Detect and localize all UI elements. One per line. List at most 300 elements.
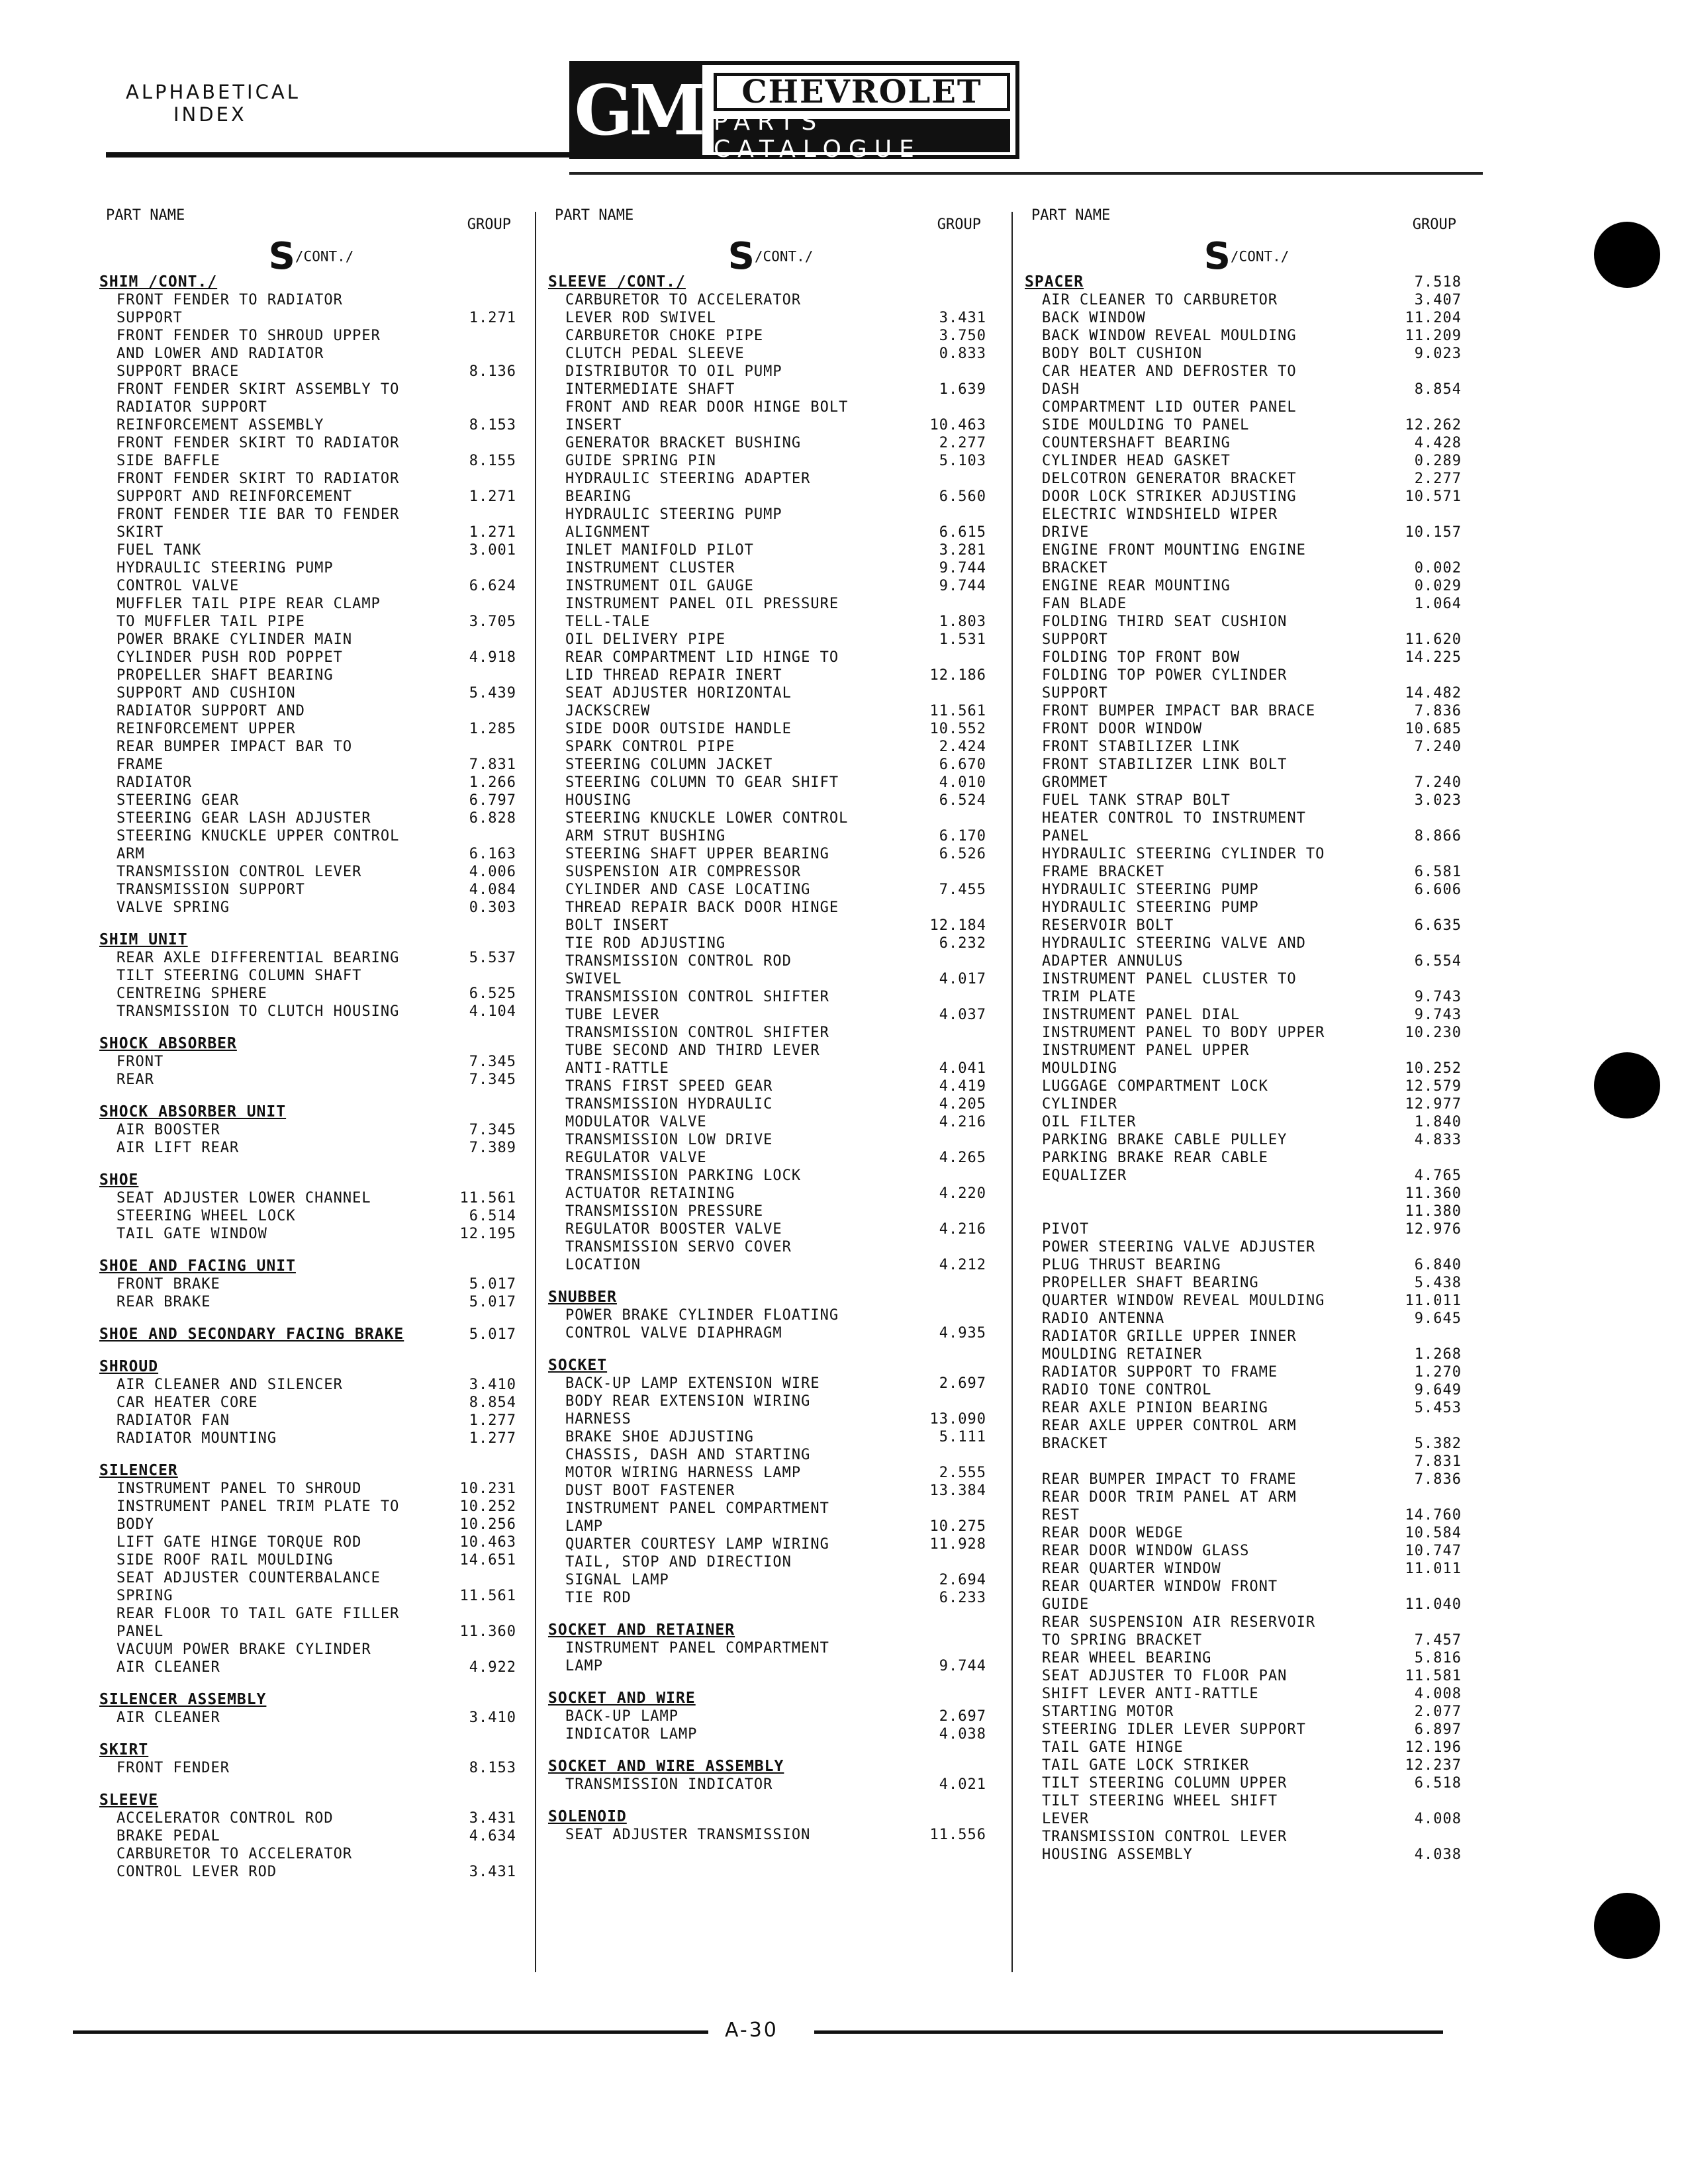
entry-part-name: FRONT FENDER TO RADIATOR SUPPORT (117, 292, 343, 326)
section-letter (1025, 235, 1468, 278)
entry-group-number: 11.561 (459, 1588, 516, 1604)
entry-group-number: 2.277 (939, 435, 986, 451)
index-entry (99, 1430, 523, 1447)
entry-group-number: 1.271 (469, 524, 516, 541)
index-entry (548, 452, 993, 470)
entry-group-number: 3.281 (939, 542, 986, 559)
index-entry (99, 506, 523, 541)
entry-part-name: REAR DOOR TRIM PANEL AT ARM REST (1042, 1489, 1297, 1524)
entry-group-number: 12.195 (459, 1226, 516, 1242)
section-heading: SHIM UNIT (99, 931, 188, 948)
entry-group-number: 4.104 (469, 1003, 516, 1020)
section-letter-cont: /CONT./ (754, 248, 814, 265)
entry-part-name: TRANSMISSION CONTROL SHIFTER TUBE LEVER (565, 989, 829, 1023)
entry-group-number: 2.697 (939, 1708, 986, 1725)
entry-group-number: 11.556 (929, 1827, 986, 1843)
index-entry (1025, 702, 1468, 720)
index-entry (548, 470, 993, 506)
entry-part-name: BACK WINDOW (1042, 310, 1146, 326)
entry-part-name: TRANS FIRST SPEED GEAR (565, 1078, 773, 1095)
index-entry (1025, 1381, 1468, 1399)
index-entry (99, 1275, 523, 1293)
index-entry (1025, 309, 1468, 327)
entry-part-name: INDICATOR LAMP (565, 1726, 698, 1743)
entry-part-name: INSTRUMENT PANEL COMPARTMENT LAMP (565, 1500, 829, 1535)
entry-part-name: REAR QUARTER WINDOW (1042, 1561, 1221, 1577)
index-entry (99, 1480, 523, 1498)
index-entry (548, 363, 993, 398)
index-entry (1025, 291, 1468, 309)
index-entry (548, 1535, 993, 1553)
entry-group-number: 3.410 (469, 1709, 516, 1726)
group-label: GROUP (937, 216, 981, 233)
entry-part-name: REAR QUARTER WINDOW FRONT GUIDE (1042, 1578, 1278, 1613)
entry-part-name: BODY BOLT CUSHION (1042, 345, 1203, 362)
entry-part-name: INSTRUMENT PANEL UPPER MOULDING (1042, 1042, 1250, 1077)
entry-group-number: 9.744 (939, 578, 986, 594)
index-entry (1025, 470, 1468, 488)
section-heading-row (548, 1357, 993, 1375)
logo-brand: CHEVROLET (714, 73, 1010, 111)
index-entry (1025, 452, 1468, 470)
index-entry (548, 291, 993, 327)
entry-group-number: 10.157 (1405, 524, 1462, 541)
entry-part-name: INSTRUMENT PANEL TO BODY UPPER (1042, 1024, 1325, 1041)
index-entry (1025, 1399, 1468, 1417)
index-entry (548, 1203, 993, 1238)
entry-group-number: 4.017 (939, 971, 986, 987)
entry-group-number: 4.212 (939, 1257, 986, 1273)
entry-part-name: INLET MANIFOLD PILOT (565, 542, 754, 559)
index-entry (99, 792, 523, 809)
section-heading: SPACER (1025, 273, 1084, 291)
index-entry (1025, 1524, 1468, 1542)
index-entry (1025, 613, 1468, 649)
index-entry (1025, 595, 1468, 613)
section-heading: SOCKET AND RETAINER (548, 1621, 735, 1639)
section-heading-row (99, 1326, 523, 1343)
index-entry (548, 631, 993, 649)
entry-part-name: POWER BRAKE CYLINDER MAIN CYLINDER PUSH ROD POPPET (117, 631, 353, 666)
entry-part-name: CAR HEATER CORE (117, 1394, 258, 1411)
index-entry (1025, 1667, 1468, 1685)
entry-group-number: 3.431 (469, 1864, 516, 1880)
entry-group-number: 10.252 (1405, 1060, 1462, 1077)
index-entry (548, 684, 993, 720)
index-entry (99, 1569, 523, 1605)
entry-part-name: AIR BOOSTER (117, 1122, 220, 1138)
entry-part-name: STEERING IDLER LEVER SUPPORT (1042, 1721, 1306, 1738)
index-entry (99, 1498, 523, 1533)
index-entry (1025, 327, 1468, 345)
section-heading: SNUBBER (548, 1289, 617, 1306)
entry-group-number: 8.854 (1414, 381, 1462, 398)
entry-group-number: 4.265 (939, 1150, 986, 1166)
entry-part-name: FUEL TANK STRAP BOLT (1042, 792, 1231, 809)
entry-part-name: REAR FLOOR TO TAIL GATE FILLER PANEL (117, 1606, 400, 1640)
index-entry (548, 1725, 993, 1743)
index-entry (548, 845, 993, 863)
index-section (548, 1357, 993, 1607)
entry-part-name: SEAT ADJUSTER TO FLOOR PAN (1042, 1668, 1288, 1684)
column-header (548, 202, 993, 235)
index-entry (1025, 1042, 1468, 1077)
entry-part-name: INSTRUMENT PANEL CLUSTER TO TRIM PLATE (1042, 971, 1297, 1005)
entry-group-number: 6.163 (469, 846, 516, 862)
entry-part-name: TRANSMISSION SERVO COVER LOCATION (565, 1239, 792, 1273)
entry-part-name: REAR COMPARTMENT LID HINGE TO LID THREAD REPAIR INERT (565, 649, 839, 684)
entry-group-number: 7.831 7.836 (1414, 1453, 1462, 1488)
entry-group-number: 9.649 (1414, 1382, 1462, 1398)
entry-part-name: VACUUM POWER BRAKE CYLINDER AIR CLEANER (117, 1641, 371, 1676)
entry-group-number: 6.624 (469, 578, 516, 594)
index-entry (99, 1189, 523, 1207)
section-heading: SILENCER ASSEMBLY (99, 1691, 267, 1708)
entry-group-number: 12.184 (929, 917, 986, 934)
entry-part-name: FRONT (117, 1054, 164, 1070)
index-section (99, 1358, 523, 1447)
index-entry (548, 1167, 993, 1203)
section-letter-cont: /CONT./ (1230, 248, 1289, 265)
index-entry (1025, 1614, 1468, 1649)
entry-group-number: 14.651 (459, 1552, 516, 1569)
index-entry (1025, 1113, 1468, 1131)
entry-part-name: STEERING GEAR LASH ADJUSTER (117, 810, 371, 827)
entry-group-number: 10.747 (1405, 1543, 1462, 1559)
entry-part-name: SPARK CONTROL PIPE (565, 739, 735, 755)
column-divider-2 (1011, 212, 1013, 1972)
index-entry (548, 720, 993, 738)
entry-part-name: SEAT ADJUSTER LOWER CHANNEL (117, 1190, 371, 1206)
index-entry (99, 1845, 523, 1881)
index-entry (99, 702, 523, 738)
entry-part-name: INSTRUMENT CLUSTER (565, 560, 735, 576)
index-entry (1025, 1828, 1468, 1864)
index-entry (1025, 1739, 1468, 1756)
entry-group-number: 4.037 (939, 1007, 986, 1023)
entry-part-name: VALVE SPRING (117, 899, 230, 916)
entry-group-number: 10.275 (929, 1518, 986, 1535)
index-entry (99, 1827, 523, 1845)
entry-group-number: 14.225 (1405, 649, 1462, 666)
entry-group-number: 6.897 (1414, 1721, 1462, 1738)
section-heading-row (99, 1358, 523, 1376)
entry-part-name: DOOR LOCK STRIKER ADJUSTING (1042, 488, 1297, 505)
entry-part-name: COUNTERSHAFT BEARING (1042, 435, 1231, 451)
entry-group-number: 9.023 (1414, 345, 1462, 362)
section-heading-row (99, 1792, 523, 1809)
entry-group-number: 5.453 (1414, 1400, 1462, 1416)
index-entry (1025, 649, 1468, 666)
index-entry (548, 1306, 993, 1342)
entry-group-number: 11.928 (929, 1536, 986, 1553)
index-entry (99, 470, 523, 506)
index-entry (99, 881, 523, 899)
index-entry (1025, 1292, 1468, 1310)
index-title-line2: INDEX (173, 103, 247, 126)
index-entry (99, 1053, 523, 1071)
entry-part-name: PARKING BRAKE CABLE PULLEY (1042, 1132, 1288, 1148)
index-entry (548, 577, 993, 595)
index-entry (99, 1121, 523, 1139)
entry-part-name: FUEL TANK (117, 542, 202, 559)
index-entry (1025, 506, 1468, 541)
index-entry (1025, 1417, 1468, 1453)
entry-part-name: BACK-UP LAMP EXTENSION WIRE (565, 1375, 820, 1392)
entry-part-name: FRONT FENDER TO SHROUD UPPER AND LOWER AND RADIATOR SUPPORT BRACE (117, 328, 381, 380)
section-heading: SLEEVE /CONT./ (548, 273, 686, 291)
entry-group-number: 0.002 (1414, 560, 1462, 576)
section-heading-row (548, 273, 993, 291)
index-entry (1025, 666, 1468, 702)
index-entry (548, 1707, 993, 1725)
entry-group-number: 11.011 (1405, 1561, 1462, 1577)
entry-group-number: 11.620 (1405, 631, 1462, 648)
entry-group-number: 7.457 (1414, 1632, 1462, 1649)
entry-part-name: AIR CLEANER (117, 1709, 220, 1726)
index-entry (99, 1533, 523, 1551)
entry-group-number: 2.277 (1414, 471, 1462, 487)
entry-part-name: REAR DOOR WEDGE (1042, 1525, 1184, 1541)
index-entry (1025, 756, 1468, 792)
entry-part-name: CARBURETOR CHOKE PIPE (565, 328, 764, 344)
section-letter-s: S (1203, 235, 1231, 278)
index-entry (1025, 1363, 1468, 1381)
entry-part-name: QUARTER WINDOW REVEAL MOULDING (1042, 1293, 1325, 1309)
entry-part-name: SEAT ADJUSTER COUNTERBALANCE SPRING (117, 1570, 381, 1604)
section-heading: SOLENOID (548, 1808, 627, 1825)
entry-part-name: FRONT BUMPER IMPACT BAR BRACE (1042, 703, 1316, 719)
entry-part-name: TAIL GATE LOCK STRIKER (1042, 1757, 1250, 1774)
index-entry (548, 1589, 993, 1607)
index-entry (1025, 363, 1468, 398)
index-entry (548, 1553, 993, 1589)
entry-group-number: 4.216 (939, 1221, 986, 1238)
section-letter-cont: /CONT./ (295, 248, 354, 265)
index-entry (1025, 345, 1468, 363)
index-title (126, 81, 301, 126)
entry-part-name: HYDRAULIC STEERING CYLINDER TO FRAME BRACKET (1042, 846, 1325, 880)
entry-group-number: 4.419 (939, 1078, 986, 1095)
entry-group-number: 1.270 (1414, 1364, 1462, 1381)
section-heading-row (548, 1690, 993, 1707)
entry-group-number: 6.581 (1414, 864, 1462, 880)
entry-part-name: PROPELLER SHAFT BEARING SUPPORT AND CUSHION (117, 667, 334, 702)
entry-group-number: 5.816 (1414, 1650, 1462, 1666)
entry-group-number: 11.561 (459, 1190, 516, 1206)
index-entry (99, 381, 523, 434)
entry-part-name: RADIO TONE CONTROL (1042, 1382, 1212, 1398)
entry-group-number: 11.360 11.380 12.976 (1405, 1185, 1462, 1238)
entry-part-name: HYDRAULIC STEERING ADAPTER BEARING (565, 471, 811, 505)
entry-group-number: 7.345 (469, 1122, 516, 1138)
entry-part-name: FRONT FENDER SKIRT TO RADIATOR SIDE BAFFLE (117, 435, 400, 469)
entry-group-number: 4.038 (1414, 1846, 1462, 1863)
entry-part-name: STEERING SHAFT UPPER BEARING (565, 846, 829, 862)
index-column-2 (548, 202, 993, 1844)
entry-part-name: SEAT ADJUSTER HORIZONTAL JACKSCREW (565, 685, 792, 719)
entry-group-number: 12.579 12.977 (1405, 1078, 1462, 1113)
index-entry (99, 899, 523, 917)
entry-group-number: 3.407 (1414, 292, 1462, 308)
index-entry (1025, 1685, 1468, 1703)
entry-group-number: 7.345 (469, 1071, 516, 1088)
entry-part-name: TILT STEERING COLUMN UPPER (1042, 1775, 1288, 1792)
entry-part-name: POWER STEERING VALVE ADJUSTER PLUG THRUST BEARING (1042, 1239, 1316, 1273)
index-entry (1025, 1006, 1468, 1024)
entry-part-name: INSTRUMENT PANEL OIL PRESSURE TELL-TALE (565, 596, 839, 630)
index-section (99, 1741, 523, 1777)
entry-group-number: 1.840 (1414, 1114, 1462, 1130)
entry-part-name: DUST BOOT FASTENER (565, 1482, 735, 1499)
group-label: GROUP (1412, 216, 1456, 233)
entry-part-name: DISTRIBUTOR TO OIL PUMP INTERMEDIATE SHAFT (565, 363, 782, 398)
entry-group-number: 6.170 (939, 828, 986, 844)
entry-part-name: QUARTER COURTESY LAMP WIRING (565, 1536, 829, 1553)
entry-group-number: 1.266 (469, 774, 516, 791)
entry-part-name: HYDRAULIC STEERING PUMP CONTROL VALVE (117, 560, 334, 594)
entry-part-name: COMPARTMENT LID OUTER PANEL SIDE MOULDING TO PANEL (1042, 399, 1297, 433)
binder-hole-bottom (1594, 1893, 1660, 1959)
index-entry (548, 1095, 993, 1131)
entry-group-number: 10.571 (1405, 488, 1462, 505)
entry-group-number: 11.360 (459, 1623, 516, 1640)
index-section (99, 1792, 523, 1881)
entry-group-number: 4.008 (1414, 1686, 1462, 1702)
index-entry (99, 1412, 523, 1430)
index-section (99, 1103, 523, 1157)
entry-part-name: REAR BUMPER IMPACT TO FRAME (1042, 1471, 1297, 1488)
index-section (548, 1289, 993, 1342)
section-heading-row (548, 1808, 993, 1826)
section-heading-row (548, 1289, 993, 1306)
entry-group-number: 10.463 (929, 417, 986, 433)
index-entry (548, 649, 993, 684)
entry-part-name: PIVOT (1042, 1221, 1090, 1238)
index-entry (1025, 934, 1468, 970)
index-column-3 (1025, 202, 1468, 1864)
column-body (548, 273, 993, 1844)
index-entry (1025, 1077, 1468, 1113)
entry-part-name: SHIFT LEVER ANTI-RATTLE (1042, 1686, 1259, 1702)
entry-part-name: AIR CLEANER TO CARBURETOR (1042, 292, 1278, 308)
index-entry (1025, 1578, 1468, 1614)
section-heading: SHROUD (99, 1358, 159, 1375)
index-entry (1025, 488, 1468, 506)
entry-part-name: REAR WHEEL BEARING (1042, 1650, 1212, 1666)
entry-group-number: 1.064 (1414, 596, 1462, 612)
index-entry (548, 1446, 993, 1482)
entry-group-number: 4.010 6.524 (939, 774, 986, 809)
entry-part-name: BODY REAR EXTENSION WIRING HARNESS (565, 1393, 811, 1428)
index-section (548, 1758, 993, 1794)
entry-part-name: LIFT GATE HINGE TORQUE ROD (117, 1534, 362, 1551)
entry-group-number: 1.531 (939, 631, 986, 648)
index-entry (99, 1225, 523, 1243)
entry-part-name: STEERING WHEEL LOCK (117, 1208, 296, 1224)
entry-group-number: 9.744 (939, 1658, 986, 1674)
entry-group-number: 2.424 (939, 739, 986, 755)
index-entry (548, 398, 993, 434)
entry-group-number: 11.204 (1405, 310, 1462, 326)
entry-group-number: 4.021 (939, 1776, 986, 1793)
entry-group-number: 10.230 (1405, 1024, 1462, 1041)
binder-hole-top (1594, 222, 1660, 288)
entry-group-number: 2.697 (939, 1375, 986, 1392)
index-entry (548, 345, 993, 363)
index-entry (99, 1376, 523, 1394)
index-entry (99, 1207, 523, 1225)
entry-part-name: RADIO ANTENNA (1042, 1310, 1165, 1327)
entry-part-name: DELCOTRON GENERATOR BRACKET (1042, 471, 1297, 487)
entry-group-number: 6.554 (1414, 953, 1462, 970)
index-entry (548, 434, 993, 452)
entry-part-name: ELECTRIC WINDSHIELD WIPER DRIVE (1042, 506, 1278, 541)
index-section (99, 273, 523, 917)
index-entry (99, 949, 523, 967)
index-entry (548, 327, 993, 345)
entry-group-number: 4.038 (939, 1726, 986, 1743)
index-section (548, 273, 993, 1274)
entry-group-number: 4.918 (469, 649, 516, 666)
index-entry (548, 1826, 993, 1844)
entry-group-number: 3.023 (1414, 792, 1462, 809)
entry-part-name: TIE ROD ADJUSTING (565, 935, 726, 952)
entry-part-name: REAR SUSPENSION AIR RESERVOIR TO SPRING BRACKET (1042, 1614, 1316, 1649)
entry-part-name: HEATER CONTROL TO INSTRUMENT PANEL (1042, 810, 1306, 844)
index-entry (1025, 1542, 1468, 1560)
entry-group-number: 4.006 (469, 864, 516, 880)
entry-group-number: 6.233 (939, 1590, 986, 1606)
index-entry (1025, 1488, 1468, 1524)
entry-group-number: 6.606 (1414, 882, 1462, 898)
section-heading: SHOE AND FACING UNIT (99, 1257, 296, 1275)
entry-part-name: TRANSMISSION INDICATOR (565, 1776, 773, 1793)
entry-part-name: FOLDING TOP POWER CYLINDER SUPPORT (1042, 667, 1288, 702)
index-entry (1025, 738, 1468, 756)
entry-group-number: 6.797 (469, 792, 516, 809)
entry-group-number: 0.289 (1414, 453, 1462, 469)
entry-part-name: BACK-UP LAMP (565, 1708, 679, 1725)
entry-part-name: STEERING COLUMN TO GEAR SHIFT HOUSING (565, 774, 839, 809)
index-entry (99, 541, 523, 559)
index-entry (1025, 1024, 1468, 1042)
entry-part-name: FRONT FENDER SKIRT ASSEMBLY TO RADIATOR SUPPORT REINFORCEMENT ASSEMBLY (117, 381, 400, 433)
entry-group-number: 3.001 (469, 542, 516, 559)
page-number: A-30 (725, 2019, 778, 2042)
section-heading: SOCKET AND WIRE ASSEMBLY (548, 1758, 784, 1775)
section-heading-group: 7.518 (1414, 274, 1462, 291)
entry-group-number: 7.455 (939, 882, 986, 898)
entry-part-name: RADIATOR SUPPORT TO FRAME (1042, 1364, 1278, 1381)
group-label: GROUP (467, 216, 511, 233)
entry-part-name: INSTRUMENT PANEL DIAL (1042, 1007, 1241, 1023)
index-entry (1025, 970, 1468, 1006)
entry-group-number: 4.220 (939, 1185, 986, 1202)
index-section (99, 1257, 523, 1311)
entry-part-name: INSTRUMENT PANEL TO SHROUD (117, 1480, 362, 1497)
entry-group-number: 10.231 (459, 1480, 516, 1497)
index-entry (99, 1003, 523, 1021)
entry-part-name: FRONT DOOR WINDOW (1042, 721, 1203, 737)
index-entry (1025, 1756, 1468, 1774)
entry-group-number: 5.439 (469, 685, 516, 702)
section-heading-row (99, 1103, 523, 1121)
index-entry (99, 559, 523, 595)
entry-group-number: 1.277 (469, 1430, 516, 1447)
entry-group-number: 2.555 (939, 1465, 986, 1481)
entry-group-number: 11.561 (929, 703, 986, 719)
